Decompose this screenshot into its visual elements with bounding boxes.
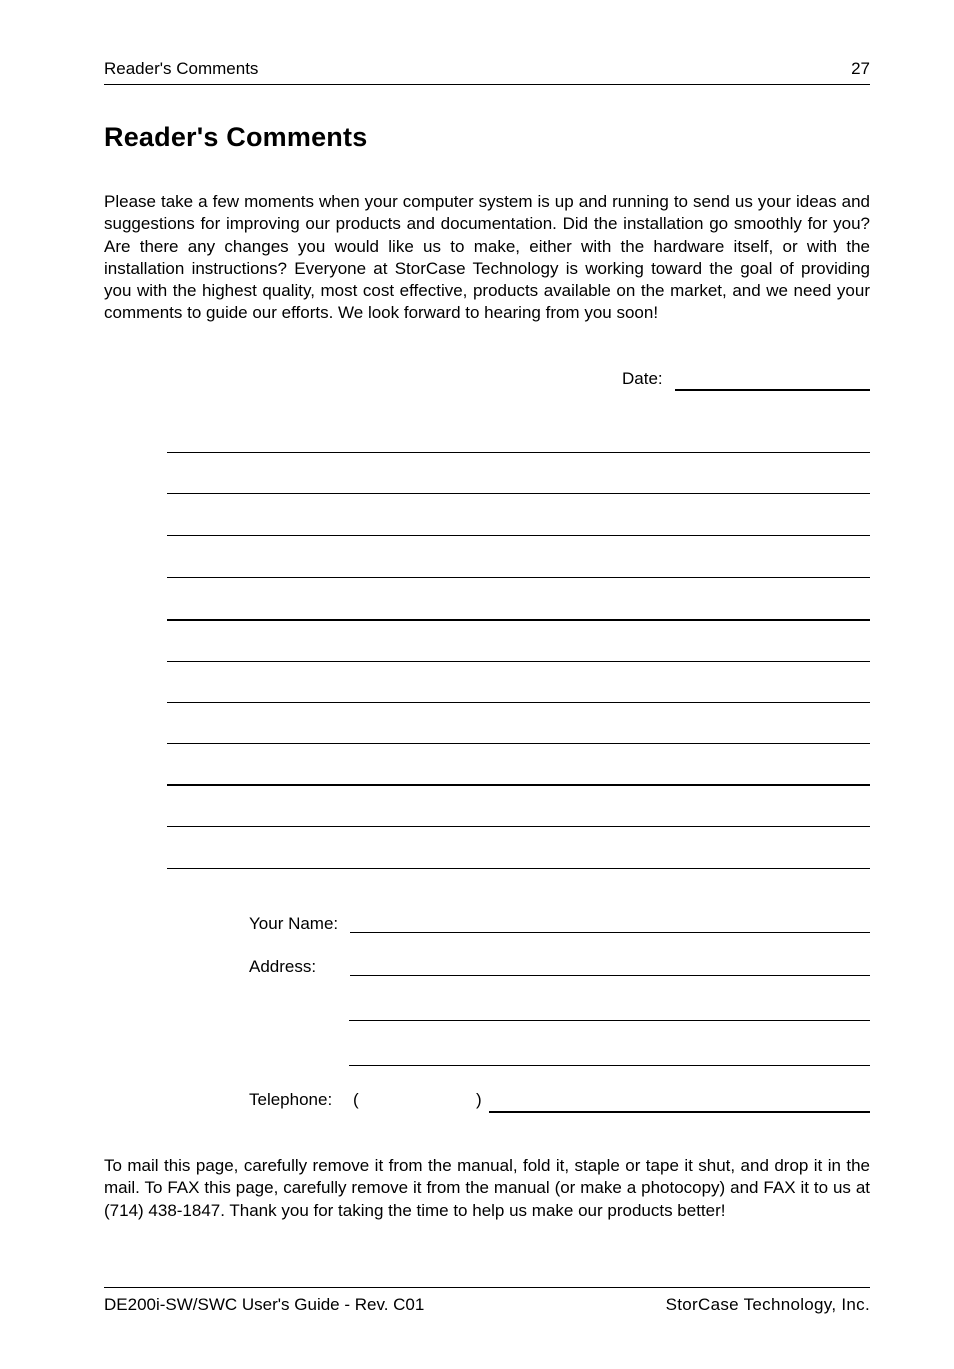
- header-section-title: Reader's Comments: [104, 59, 259, 78]
- address-field-line-1[interactable]: [350, 975, 870, 976]
- comment-line[interactable]: [167, 868, 870, 869]
- date-label: Date:: [622, 369, 663, 388]
- comment-line[interactable]: [167, 826, 870, 827]
- name-field[interactable]: [350, 932, 870, 933]
- footer-document-title: DE200i-SW/SWC User's Guide - Rev. C01: [104, 1295, 425, 1314]
- intro-paragraph: Please take a few moments when your computer system is up and running to send us your ideas and suggestions for improving our products and documentation. Did the installation go smoothly for you? Are there any changes you would like us to make, either with the hardware itself, or with the installation instructions? Everyone at StorCase Technology is working toward the goal of providing you with the highest quality, most cost effective, products available on the market, and we need your comments to guide our efforts. We look forward to hearing from you soon!: [104, 192, 870, 323]
- header-page-number: 27: [851, 59, 870, 78]
- telephone-area-close-paren: ): [476, 1090, 482, 1109]
- name-label: Your Name:: [249, 914, 339, 933]
- address-field-line-2[interactable]: [349, 1020, 870, 1021]
- comment-line[interactable]: [167, 577, 870, 578]
- date-field[interactable]: [675, 389, 870, 391]
- address-field-line-3[interactable]: [349, 1065, 870, 1066]
- mail-instructions: To mail this page, carefully remove it from the manual, fold it, staple or tape it shut, and drop it in the mail. To FAX this page, carefully remove it from the manual (or make a photocopy) and FAX it to us at (714) 438-1847. Thank you for taking the time to help us make our products better!: [104, 1156, 870, 1220]
- telephone-area-code-field[interactable]: [363, 1088, 473, 1112]
- telephone-number-field[interactable]: [489, 1111, 870, 1113]
- telephone-label: Telephone:: [249, 1090, 333, 1109]
- comment-line[interactable]: [167, 661, 870, 662]
- page-header: [104, 58, 870, 85]
- page-title: Reader's Comments: [104, 122, 368, 152]
- comment-line[interactable]: [167, 619, 870, 621]
- comment-line[interactable]: [167, 452, 870, 453]
- page-footer: [104, 1287, 870, 1318]
- comment-line[interactable]: [167, 702, 870, 703]
- address-label: Address:: [249, 957, 317, 976]
- comment-line[interactable]: [167, 535, 870, 536]
- footer-company-name: StorCase Technology, Inc.: [665, 1295, 870, 1314]
- comment-line[interactable]: [167, 784, 870, 786]
- comment-line[interactable]: [167, 493, 870, 494]
- comment-line[interactable]: [167, 743, 870, 744]
- telephone-area-open-paren: (: [353, 1090, 359, 1109]
